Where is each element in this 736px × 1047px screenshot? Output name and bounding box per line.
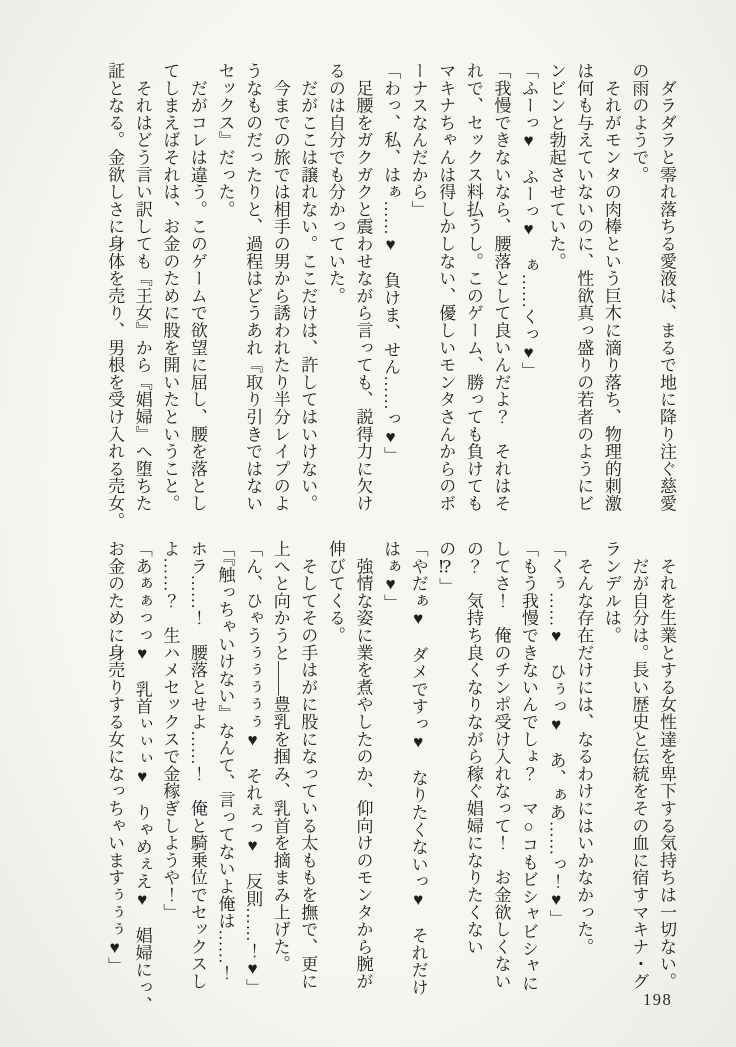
vertical-text-line: 「あぁぁっっ♥ 乳首ぃぃぃ♥ りゃめぇえ♥ 娼婦にっ、	[132, 540, 152, 1014]
vertical-text-line: ホラ……！ 腰落とせよ……！ 俺と騎乗位でセックスし	[187, 540, 207, 990]
vertical-text-line: 「『触っちゃいけない』なんて、言ってないよ俺は……！	[215, 540, 235, 982]
vertical-text-line: てしまえばそれは、お金のために股を開いたということ。	[160, 62, 180, 512]
vertical-text-line: 「ん、ひゃうぅぅぅぅぅ♥ それぇっ♥ 反則……！♥」	[243, 540, 263, 996]
vertical-text-line: 証となる。金欲しさに身体を売り、男根を受け入れる売女。	[105, 62, 125, 530]
vertical-text-line: それはどう言い訳しても『王女』から『娼婦』へ堕ちた	[132, 62, 152, 512]
vertical-text-line: それがモンタの肉棒という巨木に滴り落ち、物理的刺激	[601, 62, 621, 512]
vertical-text-line: 伸びてくる。	[325, 540, 345, 644]
vertical-text-line: だが自分は。長い歴史と伝統をその血に宿すマキナ・グ	[629, 540, 649, 990]
vertical-text-line: うなものだったりと、過程はどうあれ『取り引きではない	[243, 62, 263, 512]
vertical-text-line: 「やだぁ♥ ダメですっ♥ なりたくないっ♥ それだけ	[408, 540, 428, 996]
vertical-text-line: 「くぅ……♥ ひぅっ♥ あ、ぁあ……っ！♥」	[546, 540, 566, 927]
vertical-text-line: 「もう我慢できないんでしょ？ マ○コもビシャビシャに	[519, 540, 539, 992]
vertical-text-line: 今までの旅では相手の男から誘われたり半分レイプのよ	[270, 62, 290, 512]
vertical-text-line: るのは自分でも分かっていた。	[325, 62, 345, 305]
vertical-text-line: の？ 気持ち良くなりながら稼ぐ娼婦になりたくない	[463, 540, 483, 956]
top-text-block	[101, 62, 680, 530]
vertical-text-line: れで、セックス料払うし。このゲーム、勝っても負けても	[463, 62, 483, 512]
page-number: 198	[643, 990, 673, 1009]
vertical-text-line: それを生業とする女性達を卑下する気持ちは一切ない。	[657, 540, 676, 990]
vertical-text-line: 足腰をガクガクと震わせながら言っても、説得力に欠け	[353, 62, 373, 512]
vertical-text-line: 「わっ、私、はぁ……♥ 負けま、せん……っ♥」	[381, 62, 401, 464]
vertical-text-line: 上へと向かうと――豊乳を掴み、乳首を摘まみ上げた。	[270, 540, 290, 973]
vertical-text-line: の⁉」	[436, 540, 456, 595]
vertical-text-line: ンビンと勃起させていた。	[546, 62, 566, 270]
vertical-text-line: だがここは譲れない。ここだけは、許してはいけない。	[298, 62, 318, 512]
vertical-text-line: ーナスなんだから」	[408, 62, 428, 218]
vertical-text-line: ダラダラと零れ落ちる愛液は、まるで地に降り注ぐ慈愛	[657, 62, 676, 512]
vertical-text-line: 強情な姿に業を煮やしたのか、仰向けのモンタから腕が	[353, 540, 373, 990]
vertical-text-line: セックス』だった。	[215, 62, 235, 218]
vertical-text-line: は何も与えていないのに、性欲真っ盛りの若者のようにビ	[574, 62, 594, 512]
vertical-text-line: だがコレは違う。このゲームで欲望に屈し、腰を落とし	[187, 62, 207, 512]
vertical-text-line: 「我慢できないなら、腰落として良いんだよ？ それはそ	[491, 62, 511, 512]
vertical-text-line: マキナちゃんは得しかしない、優しいモンタさんからのボ	[436, 62, 456, 512]
vertical-text-line: 「ふーっ♥ ふーっ♥ ぁ……くっ♥」	[519, 62, 539, 380]
vertical-text-line: の雨のようで。	[629, 62, 649, 184]
vertical-text-line: してさ！ 俺のチンポ受け入れなって！ お金欲しくない	[491, 540, 511, 990]
vertical-text-line: はぁ♥」	[381, 540, 401, 612]
vertical-text-line: よ……？ 生ハメセックスで金稼ぎしようや！」	[160, 540, 180, 921]
vertical-text-line: そんな存在だけには、なるわけにはいかなかった。	[574, 540, 594, 956]
vertical-text-line: そしてその手はがに股になっている太ももを撫で、更に	[298, 540, 318, 990]
vertical-text-line: ランデルは。	[601, 540, 621, 644]
vertical-text-line: お金のために身売りする女になっちゃいますぅぅぅ♥」	[105, 540, 125, 975]
